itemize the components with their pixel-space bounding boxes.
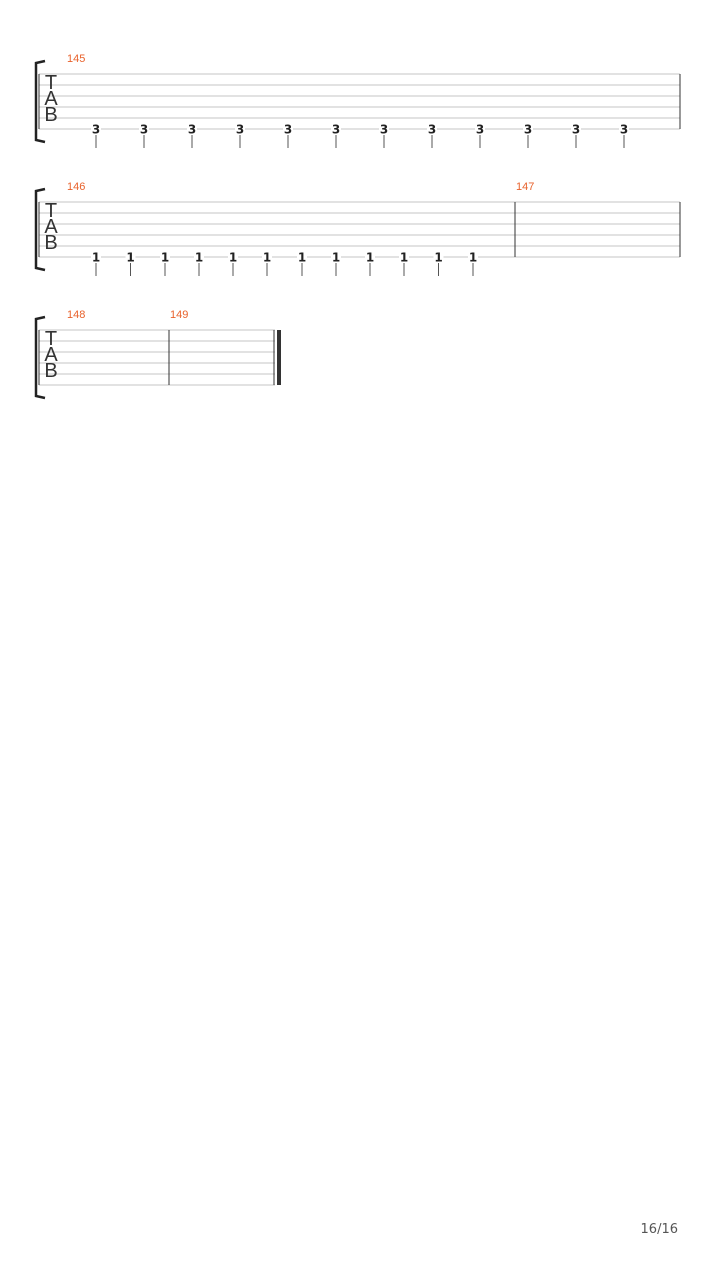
fret-number: 1 — [365, 250, 375, 265]
fret-number: 1 — [468, 250, 478, 265]
fret-number: 1 — [126, 250, 135, 265]
measure-number: 148 — [67, 309, 86, 321]
fret-number: 1 — [262, 250, 272, 265]
tab-clef-letter: B — [44, 104, 58, 126]
tab-clef-letter: T — [44, 328, 58, 350]
tab-system-3 — [0, 304, 720, 404]
tab-clef-letter: T — [44, 200, 58, 222]
tab-clef-letter: A — [44, 216, 58, 238]
fret-number: 3 — [523, 122, 533, 137]
measure-number: 146 — [67, 181, 86, 193]
fret-number: 1 — [194, 250, 204, 265]
fret-number: 3 — [475, 122, 485, 137]
tab-clef-letter: A — [44, 344, 58, 366]
fret-number: 3 — [187, 122, 197, 137]
fret-number: 3 — [379, 122, 389, 137]
fret-number: 1 — [331, 250, 341, 265]
fret-number: 1 — [160, 250, 170, 265]
fret-number: 3 — [331, 122, 341, 137]
measure-number: 145 — [67, 53, 86, 65]
fret-number: 3 — [91, 122, 101, 137]
fret-number: 3 — [427, 122, 437, 137]
tab-clef-letter: T — [44, 72, 58, 94]
tab-clef-letter: A — [44, 88, 58, 110]
fret-number: 1 — [91, 250, 101, 265]
fret-number: 3 — [235, 122, 245, 137]
fret-number: 1 — [228, 250, 238, 265]
tab-clef-letter: B — [44, 360, 58, 382]
fret-number: 3 — [283, 122, 293, 137]
measure-number: 149 — [170, 309, 189, 321]
fret-number: 1 — [297, 250, 307, 265]
tab-system-2 — [0, 176, 720, 276]
fret-number: 3 — [139, 122, 149, 137]
final-thick-barline — [277, 330, 281, 385]
tab-clef-letter: B — [44, 232, 58, 254]
fret-number: 1 — [399, 250, 409, 265]
tab-system-1 — [0, 48, 720, 148]
fret-number: 3 — [619, 122, 629, 137]
measure-number: 147 — [516, 181, 535, 193]
fret-number: 3 — [571, 122, 581, 137]
page-number: 16/16 — [640, 1222, 678, 1237]
fret-number: 1 — [434, 250, 443, 265]
